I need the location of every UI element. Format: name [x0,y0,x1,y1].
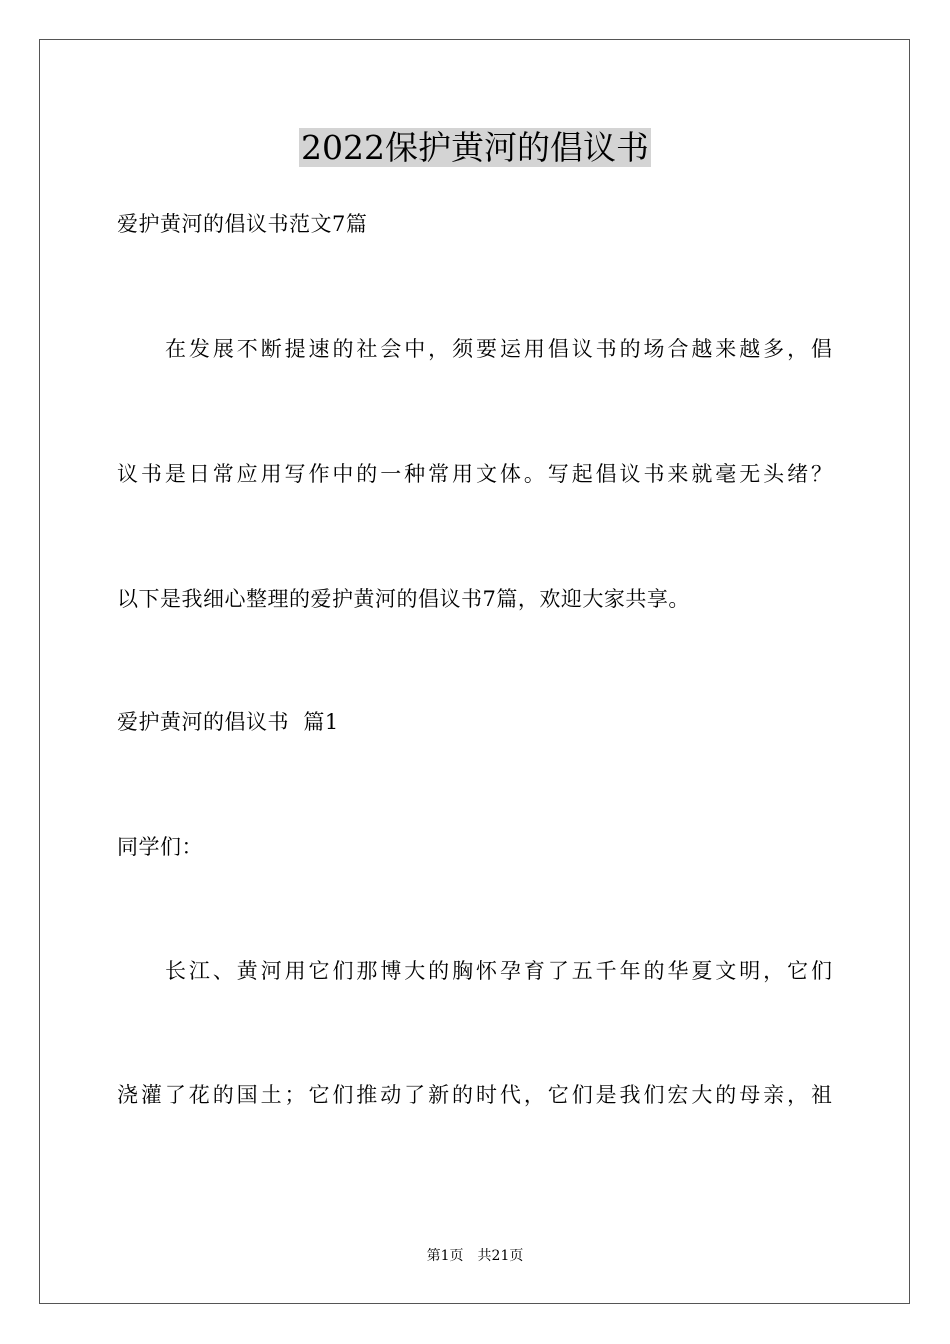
page-total: 共21页 [477,1248,524,1264]
paragraph-line-2: 议书是日常应用写作中的一种常用文体。写起倡议书来就毫无头绪？ [117,462,832,486]
paragraph-line-1: 在发展不断提速的社会中，须要运用倡议书的场合越来越多，倡 [165,337,832,361]
document-title [0,126,950,170]
salutation: 同学们： [117,835,203,859]
section-heading: 爱护黄河的倡议书 篇1 [117,710,339,734]
document-subtitle: 爱护黄河的倡议书范文7篇 [117,212,368,236]
paragraph-line-4: 长江、黄河用它们那博大的胸怀孕育了五千年的华夏文明，它们 [165,959,832,983]
paragraph-line-3: 以下是我细心整理的爱护黄河的倡议书7篇，欢迎大家共享。 [117,587,690,611]
page-number: 第1页 [426,1248,464,1264]
page-footer [0,1246,950,1266]
paragraph-line-5: 浇灌了花的国土；它们推动了新的时代，它们是我们宏大的母亲，祖 [117,1083,832,1107]
document-title-text: 2022保护黄河的倡议书 [301,128,649,167]
